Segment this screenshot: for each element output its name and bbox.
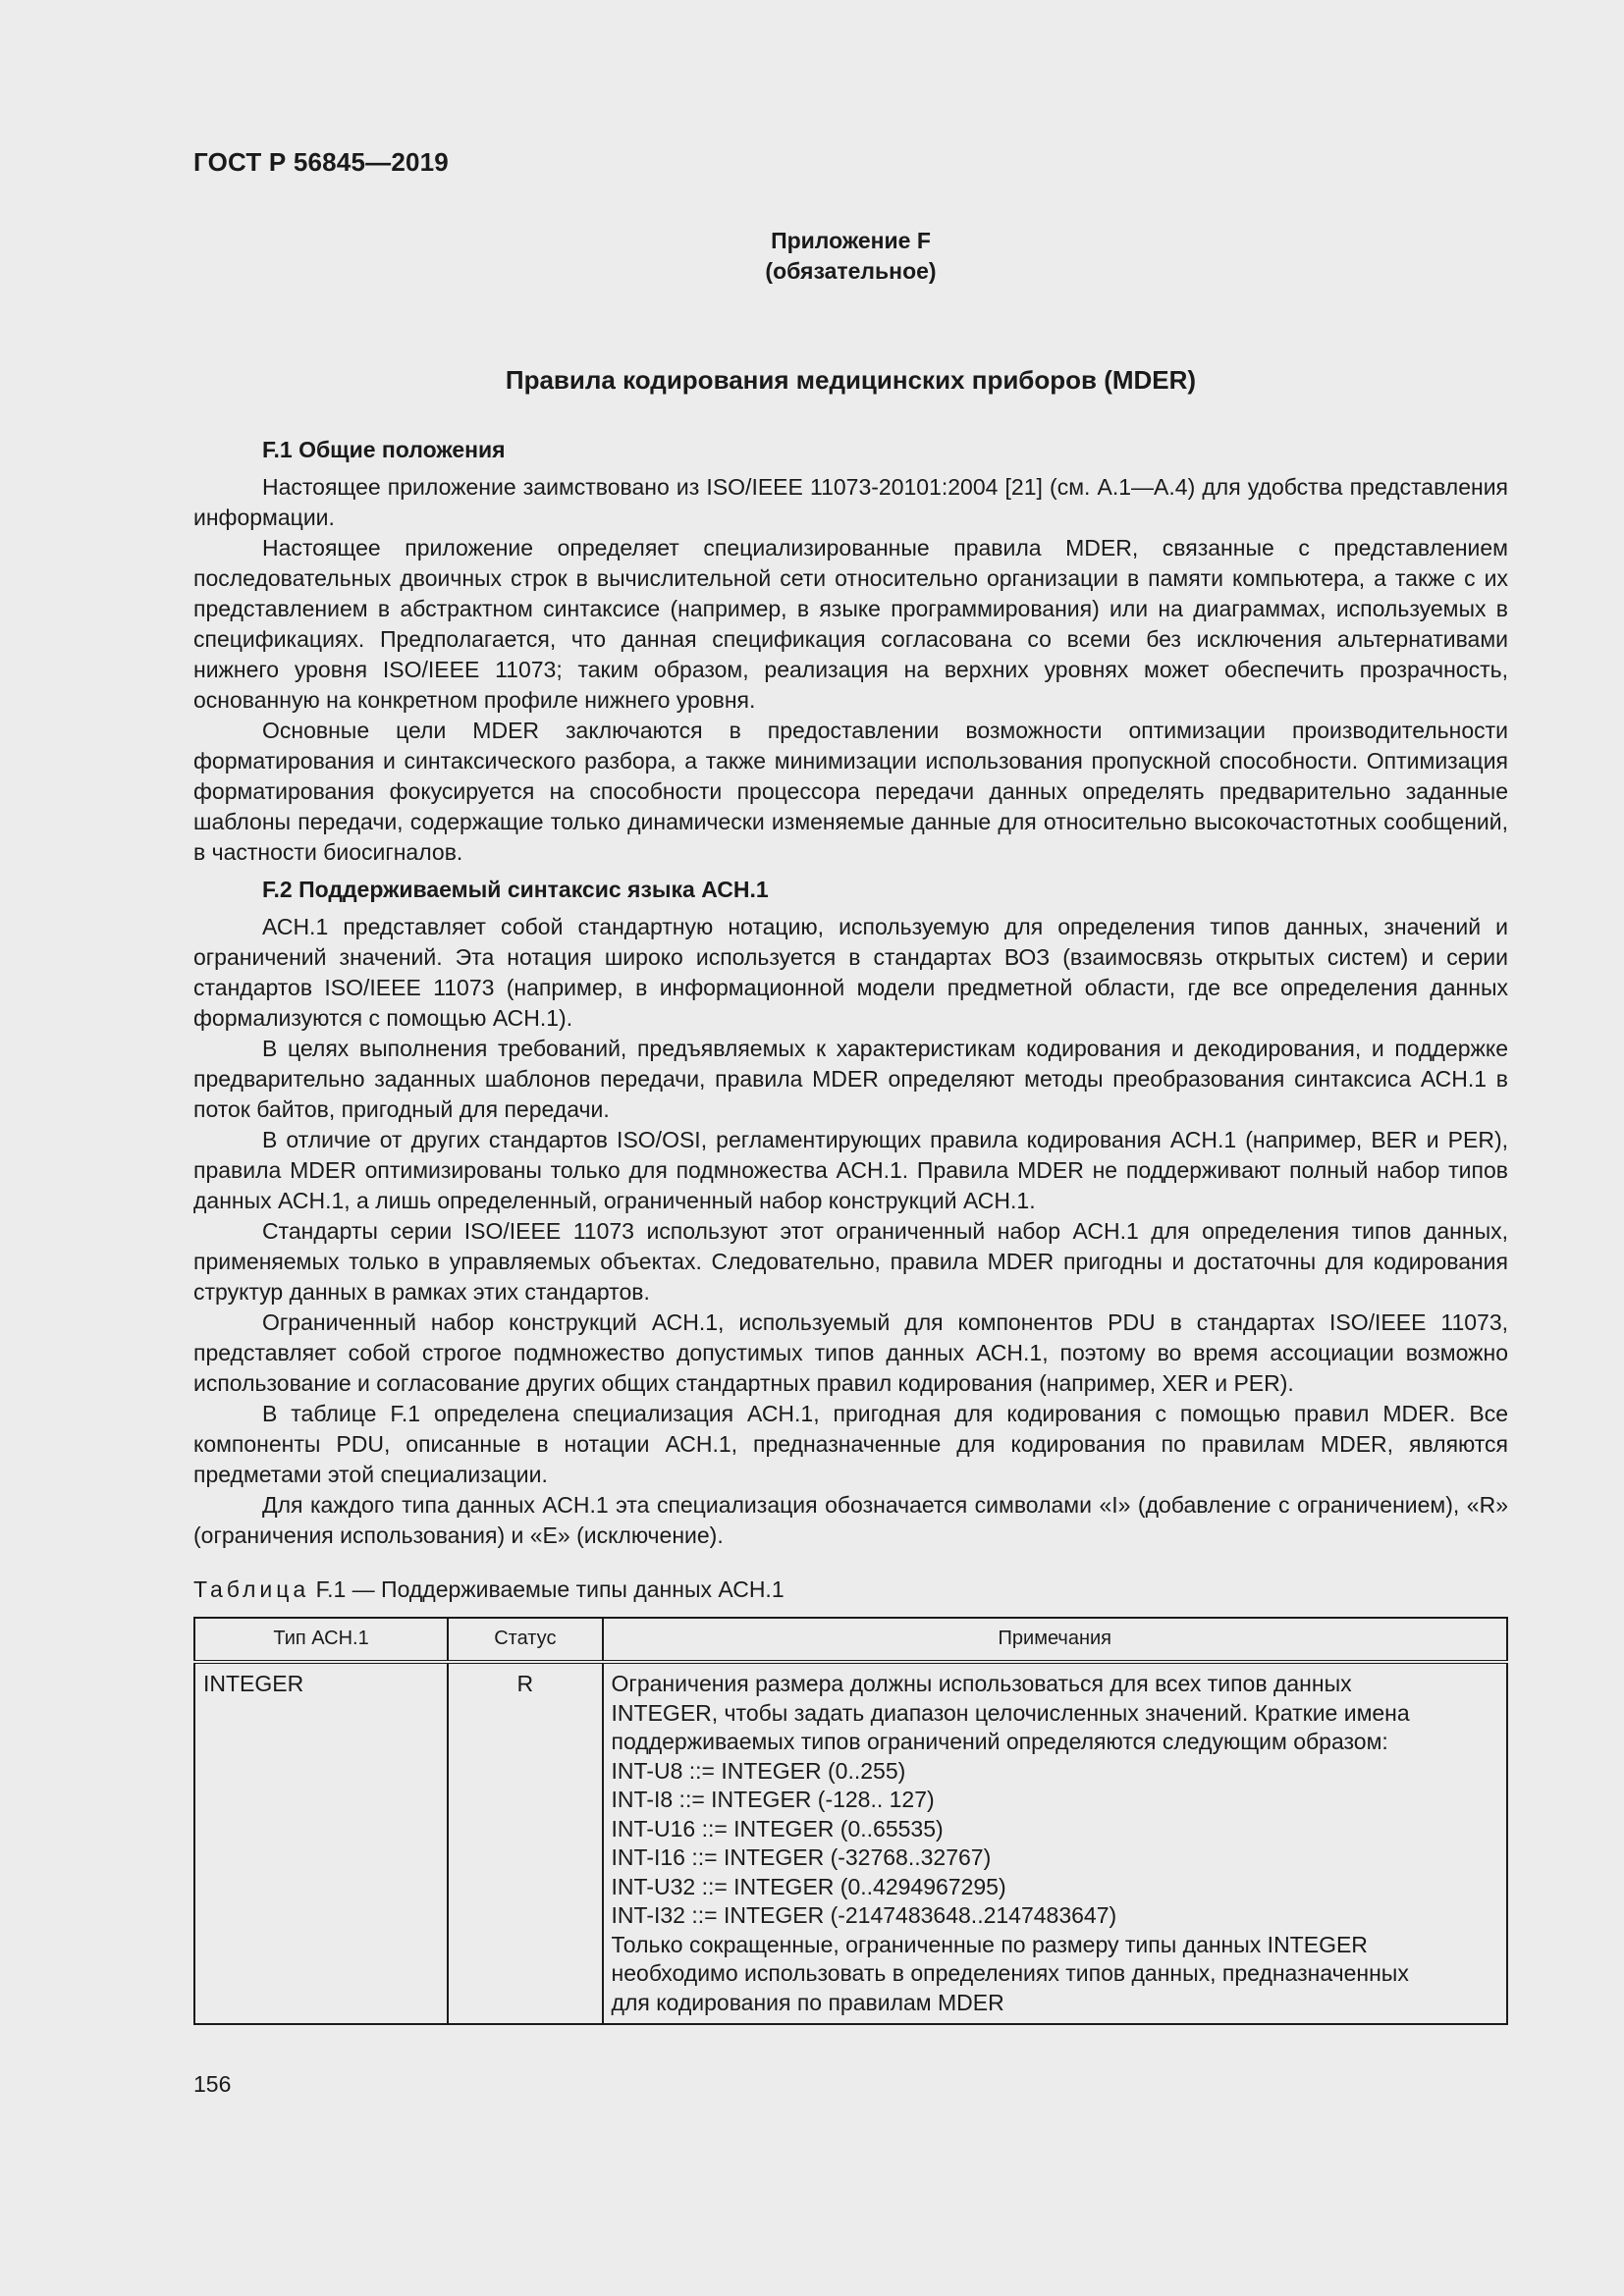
column-header-status: Статус <box>448 1618 602 1662</box>
table-header-row <box>194 1618 1507 1662</box>
column-header-type: Тип АСН.1 <box>194 1618 448 1662</box>
paragraph: Основные цели MDER заключаются в предоставлении возможности оптимизации производительности форматирования и синтаксического разбора, а также минимизации использования пропускной способности. Оптимизация форматирования фокусируется на способности процессора передачи данных определять предварительно заданные шаблоны передачи, содержащие только динамически изменяемые данные для относительно высокочастотных сообщений, в частности биосигналов. <box>193 718 1508 865</box>
paragraph: В таблице F.1 определена специализация АСН.1, пригодная для кодирования с помощью правил MDER. Все компоненты PDU, описанные в нотации АСН.1, предназначенные для кодирования по правилам MDER, являются предметами этой специализации. <box>193 1401 1508 1487</box>
paragraph: В отличие от других стандартов ISO/OSI, регламентирующих правила кодирования АСН.1 (например, BER и PER), правила MDER оптимизированы только для подмножества АСН.1. Правила MDER не поддерживают полный набор типов данных АСН.1, а лишь определенный, ограниченный набор конструкций АСН.1. <box>193 1127 1508 1213</box>
note-line: Только сокращенные, ограниченные по размеру типы данных INTEGER <box>611 1931 1368 1957</box>
note-line: INT-U32 ::= INTEGER (0..4294967295) <box>611 1873 1006 1899</box>
paragraph: Для каждого типа данных АСН.1 эта специализация обозначается символами «I» (добавление с ограничением), «R» (ограничения использования) и «E» (исключение). <box>193 1492 1508 1548</box>
table-caption <box>193 1575 1508 1605</box>
paragraph: Настоящее приложение определяет специализированные правила MDER, связанные с представлением последовательных двоичных строк в вычислительной сети относительно организации в памяти компьютера, а также с их представлением в абстрактном синтаксисе (например, в языке программирования) или на диаграммах, используемых в спецификациях. Предполагается, что данная спецификация согласована со всеми без исключения альтернативами нижнего уровня ISO/IEEE 11073; таким образом, реализация на верхних уровнях может обеспечить прозрачность, основанную на конкретном профиле нижнего уровня. <box>193 535 1508 713</box>
note-line: INT-I16 ::= INTEGER (-32768..32767) <box>611 1844 992 1870</box>
table-row <box>194 1662 1507 2024</box>
supported-types-table <box>193 1617 1508 2025</box>
note-line: INT-I32 ::= INTEGER (-2147483648..2147483647) <box>611 1902 1117 1928</box>
paragraph: Ограниченный набор конструкций АСН.1, используемый для компонентов PDU в стандартах ISO/IEEE 11073, представляет собой строгое подмножество допустимых типов данных АСН.1, поэтому во время ассоциации возможно использование и согласование других общих стандартных правил кодирования (например, XER и PER). <box>193 1309 1508 1396</box>
note-line: INTEGER, чтобы задать диапазон целочисленных значений. Краткие имена <box>611 1699 1410 1726</box>
paragraph: В целях выполнения требований, предъявляемых к характеристикам кодирования и декодирования, и поддержке предварительно заданных шаблонов передачи, правила MDER определяют методы преобразования синтаксиса АСН.1 в поток байтов, пригодный для передачи. <box>193 1036 1508 1122</box>
table-caption-word: Таблица <box>193 1576 310 1602</box>
column-header-notes: Примечания <box>603 1618 1507 1662</box>
paragraph: Настоящее приложение заимствовано из ISO/IEEE 11073-20101:2004 [21] (см. A.1—A.4) для удобства представления информации. <box>193 474 1508 530</box>
note-line: INT-I8 ::= INTEGER (-128.. 127) <box>611 1787 935 1812</box>
paragraph: Стандарты серии ISO/IEEE 11073 используют этот ограниченный набор АСН.1 для определения типов данных, применяемых только в управляемых объектах. Следовательно, правила MDER пригодны и достаточны для кодирования структур данных в рамках этих стандартов. <box>193 1218 1508 1305</box>
section-heading-f1: F.1 Общие положения <box>262 437 506 462</box>
section-heading-f2: F.2 Поддерживаемый синтаксис языка АСН.1 <box>262 877 769 902</box>
document-id-header: ГОСТ Р 56845—2019 <box>193 147 449 177</box>
page-number: 156 <box>193 2071 232 2097</box>
cell-notes <box>603 1662 1507 2024</box>
note-line: необходимо использовать в определениях типов данных, предназначенных <box>611 1960 1409 1986</box>
annex-title: Правила кодирования медицинских приборов (MDER) <box>505 365 1197 395</box>
paragraph: АСН.1 представляет собой стандартную нотацию, используемую для определения типов данных, значений и ограничений значений. Эта нотация широко используется в стандартах ВОЗ (взаимосвязь открытых систем) и серии стандартов ISO/IEEE 11073 (например, в информационной модели предметной области, где все определения данных формализуются с помощью АСН.1). <box>193 914 1508 1031</box>
cell-type: INTEGER <box>194 1662 448 2024</box>
note-line: Ограничения размера должны использоваться для всех типов данных <box>611 1671 1352 1696</box>
annex-label-block <box>193 226 1508 287</box>
annex-label: Приложение F <box>771 228 931 253</box>
annex-status: (обязательное) <box>765 258 937 284</box>
note-line: INT-U16 ::= INTEGER (0..65535) <box>611 1815 944 1842</box>
note-line: поддерживаемых типов ограничений определяются следующим образом: <box>611 1729 1388 1754</box>
cell-status: R <box>448 1662 602 2024</box>
document-body <box>193 435 1508 2025</box>
table-caption-text: F.1 — Поддерживаемые типы данных АСН.1 <box>309 1576 785 1602</box>
note-line: INT-U8 ::= INTEGER (0..255) <box>611 1757 906 1784</box>
note-line: для кодирования по правилам MDER <box>611 1989 1004 2015</box>
